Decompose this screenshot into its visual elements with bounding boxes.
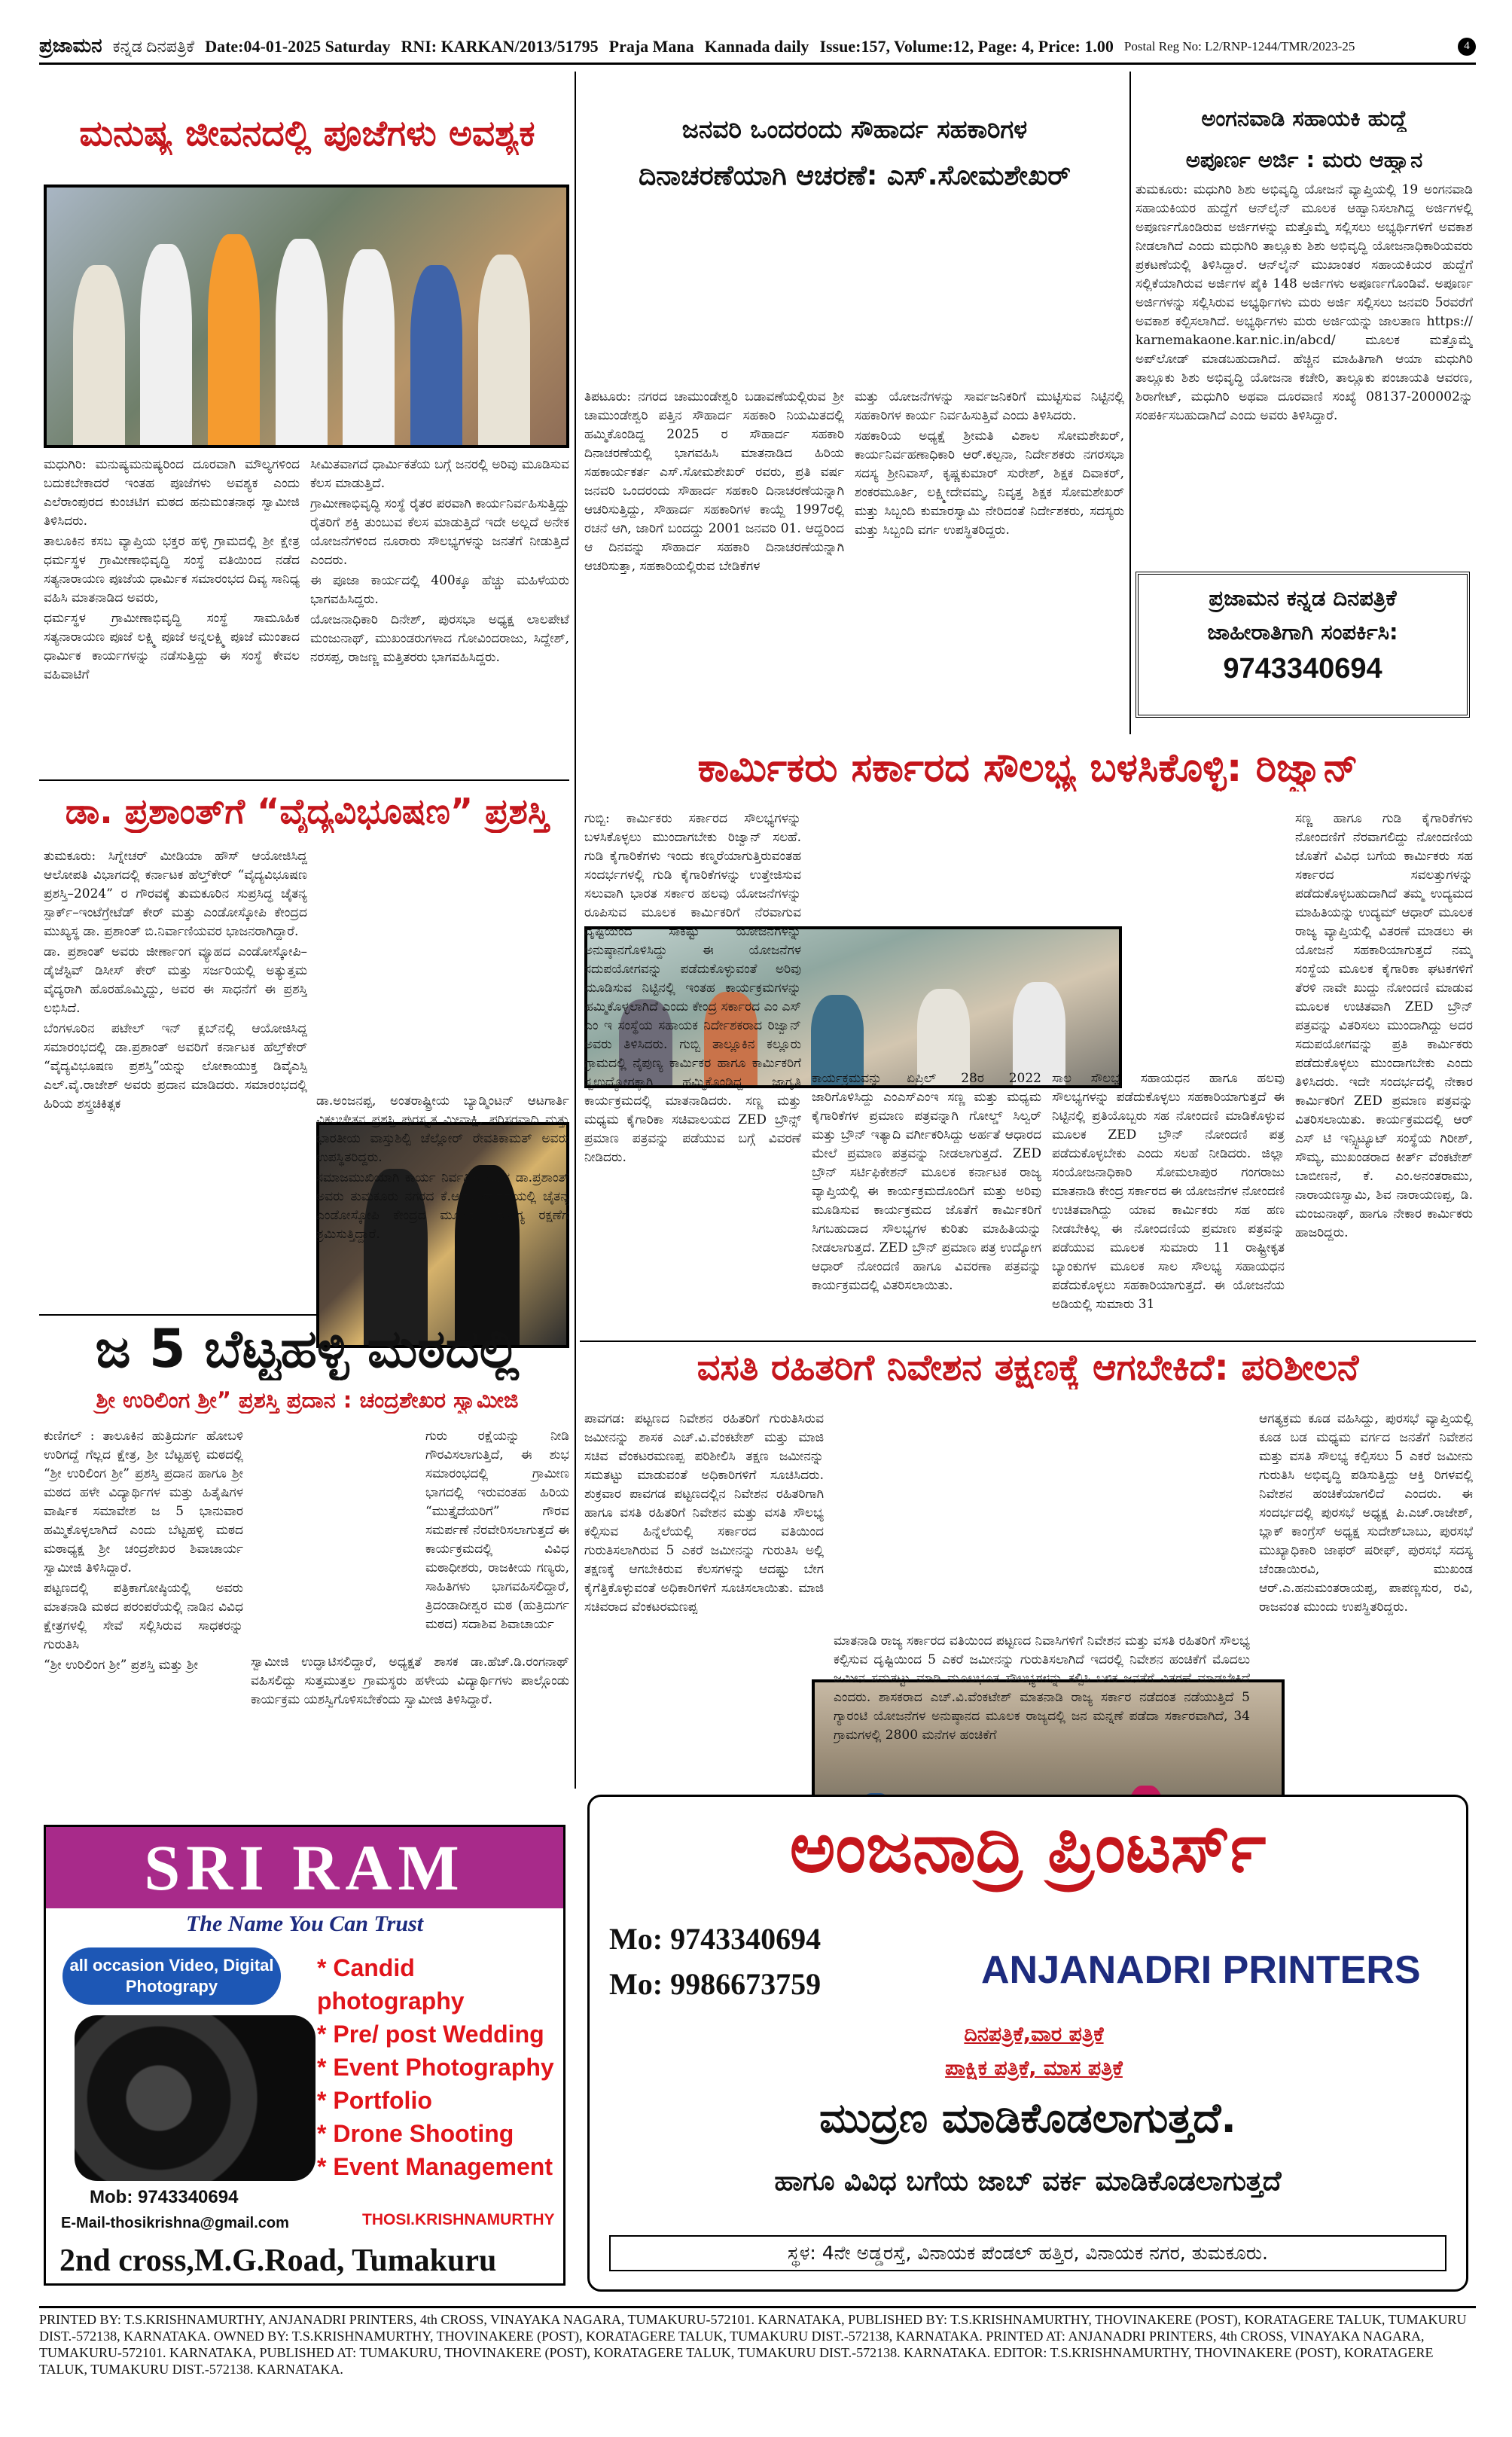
- headline-article-2: ಡಾ. ಪ್ರಶಾಂತ್‌ಗೆ “ವೈದ್ಯವಿಭೂಷಣ” ಪ್ರಶಸ್ತಿ: [65, 791, 550, 831]
- advertising-contact-box: [1136, 572, 1470, 718]
- paragraph: ಮತ್ತು ಯೋಜನೆಗಳನ್ನು ಸಾರ್ವಜನಿಕರಿಗೆ ಮುಟ್ಟಿಸುವ ನಿಟ್ಟಿನಲ್ಲಿ ಸಹಕಾರಿಗಳ ಕಾರ್ಯ ನಿರ್ವಹಿಸುತ್ತಿವೆ ಎಂದು ತಿಳಿಸಿದರು.: [855, 389, 1124, 423]
- masthead-subtitle: ಕನ್ನಡ ದಿನಪತ್ರಿಕೆ: [112, 36, 195, 56]
- anjanadri-line-2: ಪಾಕ್ಷಿಕ ಪತ್ರಿಕೆ, ಮಾಸ ಪತ್ರಿಕೆ: [945, 2057, 1123, 2080]
- paragraph: ಆಗತ್ಯಕ್ರಮ ಕೂಡ ವಹಿಸಿದ್ದು, ಪುರಸಭೆ ವ್ಯಾಪ್ತಿಯಲ್ಲಿ ಕೂಡ ಬಡ ಮಧ್ಯಮ ವರ್ಗದ ಜನತೆಗೆ ನಿವೇಶನ ಮತ್ತು ವಸತಿ ಸೌಲಭ್ಯ ಕಲ್ಪಿಸಲು 5 ಎಕರೆ ಜಮೀನು ಗುರುತಿಸಿ ಅಭಿವೃದ್ಧಿ ಪಡಿಸುತ್ತಿದ್ದು ಆಕ್ತಿ ರಿಗಳವಲ್ಲಿ ನಿವೇಶನ ಹಂಚಿಕೆಯಾಗಲಿದೆ ಎಂದರು. ಈ ಸಂದರ್ಭದಲ್ಲಿ ಪುರಸಭೆ ಅಧ್ಯಕ್ಷ ಪಿ.ಎಚ್.ರಾಜೇಶ್, ಬ್ಲಾಕ್ ಕಾಂಗ್ರೆಸ್ ಅಧ್ಯಕ್ಷ ಸುದೇಶ್‌ಬಾಬು, ಪುರಸಭೆ ಮುಖ್ಯಾಧಿಕಾರಿ ಜಾಫರ್ ಷರೀಫ್, ಪುರಸಭೆ ಸದಸ್ಯ ಚೆಂಡಾಯಿರವಿ, ಮುಖಂಡ ಆರ್.ಎ.ಹನುಮಂತರಾಯಪ್ಪ, ಪಾಪಣ್ಣಸುರ, ರವಿ, ರಾಜವಂತ ಮುಂದು ಉಪಸ್ಥಿತರಿದ್ದರು.: [1259, 1411, 1473, 1615]
- article-7-column-1: [584, 1410, 824, 1777]
- paragraph: ಮಧುಗಿರಿ: ಮನುಷ್ಯಮನುಷ್ಯರಿಂದ ದೂರವಾಗಿ ಮೌಲ್ಯಗಳಿಂದ ಬದುಕಬೇಕಾದರೆ ಇಂತಹ ಪೂಜೆಗಳು ಅವಶ್ಯಕ ಎಂದು ಎಲೆರಾಂಪುರದ ಕುಂಚಟಿಗ ಮಠದ ಹನುಮಂತನಾಥ ಸ್ವಾಮೀಜಿ ತಿಳಿಸಿದರು.: [44, 457, 300, 529]
- paragraph: ಸಾಲ ಸೌಲಭ್ಯ ಸಹಾಯಧನ ಹಾಗೂ ಹಲವು ಸೌಲಭ್ಯಗಳನ್ನು ಪಡೆದುಕೊಳ್ಳಲು ಸಹಕಾರಿಯಾಗುತ್ತದೆ ಈ ನಿಟ್ಟಿನಲ್ಲಿ ಪ್ರತಿಯೊಬ್ಬರು ಸಹ ನೋಂದಣಿ ಮಾಡಿಕೊಳ್ಳುವ ಮೂಲಕ ZED ಬ್ರೌನ್ ನೋಂದಣಿ ಪತ್ರ ಪಡೆದುಕೊಳ್ಳಬೇಕು ಎಂದು ಸಲಹೆ ನೀಡಿದರು. ಜಿಲ್ಲಾ ಸಂಯೋಜನಾಧಿಕಾರಿ ಸೋಮಲಾಪುರ ಗಂಗರಾಜು ಮಾತನಾಡಿ ಕೇಂದ್ರ ಸರ್ಕಾರದ ಈ ಯೋಜನೆಗಳ ನೋಂದಣಿ ಉಚಿತವಾಗಿದ್ದು ಯಾವ ಕಾರ್ಮಿಕರು ಸಹ ಹಣ ನೀಡಬೇಕಿಲ್ಲ ಈ ನೋಂದಣಿಯ ಪ್ರಮಾಣ ಪತ್ರವನ್ನು ಪಡೆಯುವ ಮೂಲಕ ಸುಮಾರು 11 ರಾಷ್ಟ್ರೀಕೃತ ಬ್ಯಾಂಕುಗಳ ಮೂಲಕ ಸಾಲ ಸೌಲಭ್ಯ ಸಹಾಯಧನ ಪಡೆದುಕೊಳ್ಳಲು ಸಹಕಾರಿಯಾಗುತ್ತದೆ. ಈ ಯೋಜನೆಯ ಅಡಿಯಲ್ಲಿ ಸುಮಾರು 31: [1052, 1071, 1285, 1312]
- paragraph: ಡಾ.ಅಂಜನಪ್ಪ, ಅಂತರಾಷ್ಟ್ರೀಯ ಬ್ಯಾಡ್ಮಿಂಟನ್ ಆಟಗಾರ್ತಿ ವಿಕಲಚೇತನ ಪ್ರಶಸ್ತಿ ಪುರಸ್ಕೃತ ಮೀನಾಕ್ಷಿ, ಪರಿಸರವಾದಿ ಮತ್ತು ಭಾರತೀಯ ವಾಸ್ತುಶಿಲ್ಪಿ ಚೆಲ್ಲೋರ್ ರೇವತಿಕಾಮತ್ ಅವರು ಉಪಸ್ಥಿತರಿದ್ದರು.: [316, 1093, 569, 1165]
- paragraph: “ಶ್ರೀ ಉರಿಲಿಂಗ ಶ್ರೀ” ಪ್ರಶಸ್ತಿ ಮತ್ತು ಶ್ರೀ: [44, 1658, 199, 1673]
- sri-ram-title: SRI RAM: [46, 1827, 563, 1908]
- article-1-column-2: [310, 456, 569, 776]
- service-item: * Event Photography: [317, 2054, 554, 2081]
- paragraph: ಪಟ್ಟಣದಲ್ಲಿ ಪತ್ರಿಕಾಗೋಷ್ಠಿಯಲ್ಲಿ ಅವರು ಮಾತನಾಡಿ ಮಠದ ಪರಂಪರೆಯಲ್ಲಿ ನಾಡಿನ ವಿವಿಧ ಕ್ಷೇತ್ರಗಳಲ್ಲಿ ಸೇವೆ ಸಲ್ಲಿಸಿರುವ ಸಾಧಕರನ್ನು ಗುರುತಿಸಿ: [44, 1581, 243, 1652]
- headline-article-3: ಜ 5 ಬೆಟ್ಟಹಳ್ಳಿ ಮಠದಲ್ಲಿ: [95, 1318, 520, 1380]
- article-6-column-2: [812, 1069, 1041, 1333]
- article-2-column-2: [316, 1092, 569, 1307]
- imprint-footer: PRINTED BY: T.S.KRISHNAMURTHY, ANJANADRI PRINTERS, 4th CROSS, VINAYAKA NAGARA, TUMAKURU-572101. KARNATAKA, PUBLISHED BY: T.S.KRISHNAMURTHY, THOVINAKERE (POST), KORATAGERE TALUK, TUMAKURU DIST.-572138, KARNATAKA. OWNED BY: T.S.KRISHNAMURTHY, THOVINAKERE (POST), KORATAGERE TALUK, TUMAKURU DIST.-572138, KARNATAKA. PRINTED AT: ANJANADRI PRINTERS, 4th CROSS, VINAYAKA NAGARA, TUMAKURU-572101. KARNATAKA, PUBLISHED AT: TUMAKURU, THOVINAKERE (POST), KORATAGERE TALUK, TUMAKURU DIST.-572138. KARNATAKA. EDITOR: T.S.KRISHNAMURTHY, THOVINAKERE (POST), KORATAGERE TALUK, TUMAKURU DIST.-572138. KARNATAKA.: [39, 2306, 1476, 2378]
- article-6-column-4: [1295, 810, 1473, 1383]
- anjanadri-line-3: ಮುದ್ರಣ ಮಾಡಿಕೊಡಲಾಗುತ್ತದೆ.: [819, 2094, 1236, 2142]
- masthead-name: Praja Mana: [608, 36, 694, 56]
- contact-title: ಪ್ರಜಾಮನ ಕನ್ನಡ ದಿನಪತ್ರಿಕೆ: [1209, 585, 1397, 611]
- paragraph: ತುಮಕೂರು: ಮಧುಗಿರಿ ಶಿಶು ಅಭಿವೃದ್ಧಿ ಯೋಜನೆ ವ್ಯಾಪ್ತಿಯಲ್ಲಿ 19 ಅಂಗನವಾಡಿ ಸಹಾಯಕಿಯರ ಹುದ್ದೆಗೆ ಆನ್‌ಲೈನ್ ಮೂಲಕ ಆಹ್ವಾನಿಸಲಾಗಿದ್ದ ಅರ್ಜಿಗಳಲ್ಲಿ ಅಪೂರ್ಣಗೊಂಡಿರುವ ಅರ್ಜಿಗಳನ್ನು ಮತ್ತೊಮ್ಮೆ ಸಲ್ಲಿಸಲು ಅಭ್ಯರ್ಥಿಗಳಿಗೆ ಅವಕಾಶ ನೀಡಲಾಗಿದೆ ಎಂದು ಮಧುಗಿರಿ ತಾಲ್ಲೂಕು ಶಿಶು ಅಭಿವೃದ್ಧಿ ಯೋಜನಾಧಿಕಾರಿಯವರು ಪ್ರಕಟಣೆಯಲ್ಲಿ ತಿಳಿಸಿದ್ದಾರೆ. ಆನ್‌ಲೈನ್ ಮುಖಾಂತರ ಸಹಾಯಕಿಯರ ಹುದ್ದೆಗೆ ಸಲ್ಲಿಕೆಯಾಗಿರುವ ಅರ್ಜಿಗಳ ಪೈಕಿ 148 ಅರ್ಜಿಗಳು ಅಪೂರ್ಣಗೊಂಡಿವೆ. ಅಪೂರ್ಣ ಅರ್ಜಿಗಳನ್ನು ಸಲ್ಲಿಸಿರುವ ಅಭ್ಯರ್ಥಿಗಳು ಮರು ಅರ್ಜಿ ಸಲ್ಲಿಸಲು ಜನವರಿ 5ರವರೆಗೆ ಅವಕಾಶ ಕಲ್ಪಿಸಲಾಗಿದೆ. ಅಭ್ಯರ್ಥಿಗಳು ಮರು ಅರ್ಜಿಯನ್ನು ಜಾಲತಾಣ https:// karnemakaone.kar.nic.in/abcd/ ಮೂಲಕ ಮತ್ತೊಮ್ಮೆ ಅಪ್‌ಲೋಡ್ ಮಾಡಬಹುದಾಗಿದೆ. ಹೆಚ್ಚಿನ ಮಾಹಿತಿಗಾಗಿ ಆಯಾ ಮಧುಗಿರಿ ತಾಲ್ಲೂಕು ಶಿಶು ಅಭಿವೃದ್ಧಿ ಯೋಜನಾ ಕಚೇರಿ, ತಾಲ್ಲೂಕು ಪಂಚಾಯತಿ ಆವರಣ, ಶಿರಾಗೇಟ್, ಮಧುಗಿರಿ ಅಥವಾ ದೂರವಾಣಿ ಸಂಖ್ಯೆ 08137-200002ನ್ನು ಸಂಪರ್ಕಿಸಬಹುದಾಗಿದೆ ಎಂದು ಅವರು ತಿಳಿಸಿದ್ದಾರೆ.: [1136, 182, 1473, 423]
- paragraph: ಸ್ವಾಮೀಜಿ ಉದ್ಘಾಟಿಸಲಿದ್ದಾರೆ, ಅಧ್ಯಕ್ಷತೆ ಶಾಸಕ ಡಾ.ಹೆಚ್.ಡಿ.ರಂಗನಾಥ್ ವಹಿಸಲಿದ್ದು ಸುತ್ತಮುತ್ತಲ ಗ್ರಾಮಸ್ಥರು ಹಳೇಯ ವಿದ್ಯಾರ್ಥಿಗಳು ಪಾಲ್ಗೊಂಡು ಕಾರ್ಯಕ್ರಮ ಯಶಸ್ವಿಗೊಳಿಸಬೇಕೆಂದು ಸ್ವಾಮೀಜಿ ತಿಳಿಸಿದ್ದಾರೆ.: [251, 1655, 569, 1707]
- service-item: * Candid photography: [317, 1954, 465, 2015]
- article-6-column-1: [584, 810, 801, 1333]
- article-3-column-3: [251, 1653, 569, 1785]
- masthead-name-2: Kannada daily: [704, 36, 809, 56]
- masthead-date: Date:04-01-2025 Saturday: [205, 36, 391, 56]
- column-divider: [1129, 72, 1131, 734]
- headline-article-7: ವಸತಿ ರಹಿತರಿಗೆ ನಿವೇಶನ ತಕ್ಷಣಕ್ಕೆ ಆಗಬೇಕಿದೆ: ಪರಿಶೀಲನೆ: [697, 1347, 1359, 1389]
- paragraph: ಪಾವಗಡ: ಪಟ್ಟಣದ ನಿವೇಶನ ರಹಿತರಿಗೆ ಗುರುತಿಸಿರುವ ಜಮೀನನ್ನು ಶಾಸಕ ಎಚ್.ವಿ.ವೆಂಕಟೇಶ್ ಮತ್ತು ಮಾಜಿ ಸಚಿವ ವೆಂಕಟರಮಣಪ್ಪ ಪರಿಶೀಲಿಸಿ ತಕ್ಷಣ ಜಮೀನನ್ನು ಸಮತಟ್ಟು ಮಾಡುವಂತೆ ಅಧಿಕಾರಿಗಳಿಗೆ ಸೂಚಿಸಿದರು. ಶುಕ್ರವಾರ ಪಾವಗಡ ಪಟ್ಟಣದಲ್ಲಿನ ನಿವೇಶನ ರಹಿತರಿಗಾಗಿ ಹಾಗೂ ವಸತಿ ರಹಿತರಿಗೆ ನಿವೇಶನ ಮತ್ತು ವಸತಿ ಸೌಲಭ್ಯ ಕಲ್ಪಿಸುವ ಹಿನ್ನೆಲೆಯಲ್ಲಿ ಸರ್ಕಾರದ ವತಿಯಿಂದ ಗುರುತಿಸಲಾಗಿರುವ 5 ಎಕರೆ ಜಮೀನನ್ನು ಗುರುತಿಸಿ ಅಲ್ಲಿ ತಕ್ಷಣಕ್ಕೆ ಆಗಬೇಕಿರುವ ಕೆಲಸಗಳನ್ನು ಆದಷ್ಟು ಬೇಗ ಕೈಗೆತ್ತಿಕೊಳ್ಳುವಂತೆ ಅಧಿಕಾರಿಗಳಿಗೆ ಸೂಚಿಸಲಾಯಿತು. ಮಾಜಿ ಸಚಿವರಾದ ವೆಂಕಟರಮಣಪ್ಪ: [584, 1411, 824, 1615]
- sri-ram-services-list: [317, 1951, 563, 2183]
- sri-ram-email: E-Mail-thosikrishna@gmail.com: [61, 2215, 289, 2231]
- column-divider: [575, 72, 576, 1789]
- headline-article-5-line-1: ಅಂಗನವಾಡಿ ಸಹಾಯಕಿ ಹುದ್ದೆ: [1201, 105, 1407, 131]
- paragraph: ಗುರು ರಕ್ಷೆಯನ್ನು ನೀಡಿ ಗೌರವಿಸಲಾಗುತ್ತಿದೆ, ಈ ಶುಭ ಸಮಾರಂಭದಲ್ಲಿ ಗ್ರಾಮೀಣ ಭಾಗದಲ್ಲಿ ಇರುವಂತಹ ಹಿರಿಯ “ಮುತ್ತೈದೆಯರಿಗೆ” ಗೌರವ ಸಮರ್ಪಣೆ ನೆರವೇರಿಸಲಾಗುತ್ತದೆ ಈ ಕಾರ್ಯಕ್ರಮದಲ್ಲಿ ವಿವಿಧ ಮಠಾಧೀಶರು, ರಾಜಕೀಯ ಗಣ್ಯರು, ಸಾಹಿತಿಗಳು ಭಾಗವಹಿಸಲಿದ್ದಾರೆ, ತ್ರಿದಂಡಾದೀಶ್ವರ ಮಠ (ಹುತ್ರಿದುರ್ಗ ಮಠದ) ಸದಾಶಿವ ಶಿವಾಚಾರ್ಯ: [425, 1429, 569, 1632]
- paragraph: ಧರ್ಮಸ್ಥಳ ಗ್ರಾಮೀಣಾಭಿವೃದ್ಧಿ ಸಂಸ್ಥೆ ಸಾಮೂಹಿಕ ಸತ್ಯನಾರಾಯಣ ಪೂಜೆ ಲಕ್ಷ್ಮಿ ಪೂಜೆ ಅನ್ನಲಕ್ಷ್ಮಿ ಪೂಜೆ ಮುಂತಾದ ಧಾರ್ಮಿಕ ಕಾರ್ಯಗಳನ್ನು ನಡೆಸುತ್ತಿದ್ದು ಈ ಸಂಸ್ಥೆ ಕೇವಲ ವಹಿವಾಟಿಗೆ: [44, 611, 300, 682]
- anjanadri-address: ಸ್ಥಳ: 4ನೇ ಅಡ್ಡರಸ್ತೆ, ವಿನಾಯಕ ಪೆಂಡಲ್ ಹತ್ತಿರ, ವಿನಾಯಕ ನಗರ, ತುಮಕೂರು.: [609, 2235, 1446, 2271]
- article-1-column-1: [44, 456, 300, 776]
- anjanadri-english-name: ANJANADRI PRINTERS: [981, 1948, 1421, 1992]
- subheadline-article-3: ಶ್ರೀ ಉರಿಲಿಂಗ ಶ್ರೀ” ಪ್ರಶಸ್ತಿ ಪ್ರದಾನ : ಚಂದ್ರಶೇಖರ ಸ್ವಾಮೀಜಿ: [96, 1387, 519, 1413]
- anjanadri-mobile-2: Mo: 9986673759: [609, 1967, 822, 2001]
- masthead-rni: RNI: KARKAN/2013/51795: [401, 36, 599, 56]
- paragraph: ಸೀಮಿತವಾಗದೆ ಧಾರ್ಮಿಕತೆಯ ಬಗ್ಗೆ ಜನರಲ್ಲಿ ಅರಿವು ಮೂಡಿಸುವ ಕೆಲಸ ಮಾಡುತ್ತಿದೆ.: [310, 457, 569, 491]
- service-item: * Event Management: [317, 2153, 553, 2180]
- contact-subtitle: ಜಾಹೀರಾತಿಗಾಗಿ ಸಂಪರ್ಕಿಸಿ:: [1207, 619, 1398, 645]
- article-7-column-2: [834, 1632, 1250, 1777]
- service-item: * Portfolio: [317, 2087, 432, 2114]
- paragraph: ಡಾ. ಪ್ರಶಾಂತ್ ಅವರು ಜೀರ್ಣಾಂಗ ವ್ಯೂಹದ ಎಂಡೋಸ್ಕೋಪಿ–ಡೈಜೆಸ್ಟಿವ್ ಡಿಸೀಸ್ ಕೇರ್ ಮತ್ತು ಸರ್ಜರಿಯಲ್ಲಿ ಅತ್ಯುತ್ತಮ ವೈದ್ಯರಾಗಿ ಹೊರಹೊಮ್ಮಿದ್ದು, ಅವರ ಈ ಸಾಧನೆಗೆ ಈ ಪ್ರಶಸ್ತಿ ಲಭಿಸಿದೆ.: [44, 944, 307, 1016]
- article-4-column-1: [584, 388, 844, 730]
- anjanadri-mobile-1: Mo: 9743340694: [609, 1922, 822, 1956]
- paragraph: ಕಾರ್ಯಕ್ರಮವನ್ನು ಏಪ್ರಿಲ್ 28ರ 2022 ಜಾರಿಗೊಳಿಸಿದ್ದು ಎಂಎಸ್ಎಂಇ ಸಣ್ಣ ಮತ್ತು ಮಧ್ಯಮ ಕೈಗಾರಿಕೆಗಳ ಪ್ರಮಾಣ ಪತ್ರವನ್ನಾಗಿ ಗೋಲ್ಡ್ ಸಿಲ್ವರ್ ಮತ್ತು ಬ್ರೌನ್ ಇತ್ಯಾದಿ ವರ್ಗೀಕರಿಸಿದ್ದು ಅರ್ಹತೆ ಆಧಾರದ ಮೇಲೆ ಪ್ರಮಾಣ ಪತ್ರವನ್ನು ನೀಡಲಾಗುತ್ತದೆ. ZED ಬ್ರೌನ್ ಸರ್ಟಿಫಿಕೇಶನ್ ಮೂಲಕ ಕರ್ನಾಟಕ ರಾಜ್ಯ ವ್ಯಾಪ್ತಿಯಲ್ಲಿ ಈ ಕಾರ್ಯಕ್ರಮದೊಂದಿಗೆ ಮತ್ತು ಅರಿವು ಮೂಡಿಸುವ ಕಾರ್ಯಕ್ರಮದ ಜೊತೆಗೆ ಕಾರ್ಮಿಕರಿಗೆ ಸಿಗಬಹುದಾದ ಸೌಲಭ್ಯಗಳ ಕುರಿತು ಮಾಹಿತಿಯನ್ನು ನೀಡಲಾಗುತ್ತದೆ. ZED ಬ್ರೌನ್ ಪ್ರಮಾಣ ಪತ್ರ ಉದ್ಯೋಗ ಆಧಾರ್ ನೋಂದಣಿ ಹಾಗೂ ವಿವರಣಾ ಪತ್ರವನ್ನು ಕಾರ್ಯಕ್ರಮದಲ್ಲಿ ವಿತರಿಸಲಾಯಿತು.: [812, 1071, 1041, 1293]
- sri-ram-badge: all occasion Video, Digital Photograpy: [62, 1947, 281, 2005]
- paragraph: ಸಮಾಜಮುಖಿಯಾಗಿ ಕಾರ್ಯ ನಿರ್ವಹಿಸುತ್ತಿರುವ ಡಾ.ಪ್ರಶಾಂತ್ ಅವರು ತುಮಕೂರು ನಗರದ ಕೆ.ಆರ್.ಬಡಾವಣೆಯಲ್ಲಿ ಚೈತನ್ಯ ಎಂಡೋಸ್ಕೋಪಿ ಕೇಂದ್ರದ ಮೂಲಕ ಆರೋಗ್ಯ ರಕ್ಷಣೆಗೆ ಶ್ರಮಿಸುತ್ತಿದ್ದಾರೆ.: [316, 1170, 569, 1242]
- masthead-postal: Postal Reg No: L2/RNP-1244/TMR/2023-25: [1123, 38, 1355, 53]
- paragraph: ಬೆಂಗಳೂರಿನ ಪಟೇಲ್ ಇನ್ ಕ್ಲಬ್‌ನಲ್ಲಿ ಆಯೋಜಿಸಿದ್ದ ಸಮಾರಂಭದಲ್ಲಿ ಡಾ.ಪ್ರಶಾಂತ್ ಅವರಿಗೆ ಕರ್ನಾಟಕ ಹೆಲ್ತ್‌ಕೇರ್ “ವೈದ್ಯವಿಭೂಷಣ ಪ್ರಶಸ್ತಿ”ಯನ್ನು ಲೋಕಾಯುಕ್ತ ಡಿವೈಎಸ್ಪಿ ಎಲ್.ವೈ.ರಾಜೇಶ್ ಅವರು ಪ್ರದಾನ ಮಾಡಿದರು. ಸಮಾರಂಭದಲ್ಲಿ ಹಿರಿಯ ಶಸ್ತ್ರಚಿಕಿತ್ಸಕ: [44, 1021, 307, 1112]
- sri-ram-tagline: The Name You Can Trust: [185, 1911, 424, 1936]
- headline-article-5-line-2: ಅಪೂರ್ಣ ಅರ್ಜಿ : ಮರು ಆಹ್ವಾನ: [1185, 147, 1423, 172]
- service-item: * Drone Shooting: [317, 2120, 514, 2147]
- anjanadri-printers-advertisement: [587, 1795, 1468, 2292]
- anjanadri-line-1: ದಿನಪತ್ರಿಕೆ,ವಾರ ಪತ್ರಿಕೆ: [964, 2023, 1104, 2046]
- photo-puja-event: [44, 185, 569, 448]
- paragraph: ಈ ಪೂಜಾ ಕಾರ್ಯದಲ್ಲಿ 400ಕ್ಕೂ ಹೆಚ್ಚು ಮಹಿಳೆಯರು ಭಾಗವಹಿಸಿದ್ದರು.: [310, 573, 569, 607]
- article-5-body: [1136, 181, 1473, 565]
- headline-article-1: ಮನುಷ್ಯ ಜೀವನದಲ್ಲಿ ಪೂಜೆಗಳು ಅವಶ್ಯಕ: [79, 113, 535, 154]
- article-2-column-1: [44, 847, 307, 1307]
- article-3-column-2: [425, 1427, 569, 1646]
- sri-ram-brand: THOSI.KRISHNAMURTHY: [362, 2211, 555, 2228]
- masthead-logo: ಪ್ರಜಾಮನ: [39, 35, 102, 56]
- headline-article-6: ಕಾರ್ಮಿಕರು ಸರ್ಕಾರದ ಸೌಲಭ್ಯ ಬಳಸಿಕೊಳ್ಳಿ: ರಿಜ್ವಾನ್: [697, 746, 1358, 791]
- anjanadri-line-4: ಹಾಗೂ ವಿವಿಧ ಬಗೆಯ ಜಾಬ್ ವರ್ಕ ಮಾಡಿಕೊಡಲಾಗುತ್ತದೆ: [774, 2166, 1282, 2197]
- sri-ram-advertisement: [44, 1825, 565, 2286]
- paragraph: ತಾಲೂಕಿನ ಕಸಬ ವ್ಯಾಪ್ತಿಯ ಭಕ್ತರ ಹಳ್ಳಿ ಗ್ರಾಮದಲ್ಲಿ ಶ್ರೀ ಕ್ಷೇತ್ರ ಧರ್ಮಸ್ಥಳ ಗ್ರಾಮೀಣಾಭಿವೃದ್ಧಿ ಸಂಸ್ಥೆ ವತಿಯಿಂದ ನಡೆದ ಸತ್ಯನಾರಾಯಣ ಪೂಜೆಯ ಧಾರ್ಮಿಕ ಸಮಾರಂಭದ ದಿವ್ಯ ಸಾನಿಧ್ಯ ವಹಿಸಿ ಮಾತನಾಡಿದ ಅವರು,: [44, 534, 300, 605]
- sri-ram-mobile: Mob: 9743340694: [90, 2187, 239, 2207]
- service-item: * Pre/ post Wedding: [317, 2021, 544, 2048]
- article-7-column-3: [1259, 1410, 1473, 1777]
- paragraph: ಗುಬ್ಬಿ: ಕಾರ್ಮಿಕರು ಸರ್ಕಾರದ ಸೌಲಭ್ಯಗಳನ್ನು ಬಳಸಿಕೊಳ್ಳಲು ಮುಂದಾಗಬೇಕು ರಿಜ್ವಾನ್ ಸಲಹೆ. ಗುಡಿ ಕೈಗಾರಿಕೆಗಳು ಇಂದು ಕಣ್ಮರೆಯಾಗುತ್ತಿರುವಂತಹ ಸಂದರ್ಭಗಳಲ್ಲಿ ಗುಡಿ ಕೈಗಾರಿಕೆಗಳನ್ನು ಉತ್ತೇಜಿಸುವ ಸಲುವಾಗಿ ಭಾರತ ಸರ್ಕಾರ ಹಲವು ಯೋಜನೆಗಳನ್ನು ರೂಪಿಸುವ ಮೂಲಕ ಕಾರ್ಮಿಕರಿಗೆ ನೆರವಾಗುವ ದೃಷ್ಟಿಯಿಂದ ಸಾಕಷ್ಟು ಯೋಜನೆಗಳನ್ನು ಅನುಷ್ಠಾನಗೊಳಿಸಿದ್ದು ಈ ಯೋಜನೆಗಳ ಸದುಪಯೋಗವನ್ನು ಪಡೆದುಕೊಳ್ಳುವಂತೆ ಅರಿವು ಮೂಡಿಸುವ ನಿಟ್ಟಿನಲ್ಲಿ ಇಂತಹ ಕಾರ್ಯಕ್ರಮಗಳನ್ನು ಹಮ್ಮಿಕೊಳ್ಳಲಾಗಿದೆ ಎಂದು ಕೇಂದ್ರ ಸರ್ಕಾರದ ಎಂ ಎಸ್ ಎಂ ಇ ಸಂಸ್ಥೆಯ ಸಹಾಯಕ ನಿರ್ದೇಶಕರಾದ ರಿಜ್ವಾನ್ ಅವರು ತಿಳಿಸಿದರು. ಗುಬ್ಬಿ ತಾಲ್ಲೂಕಿನ ಕಲ್ಲೂರು ಗ್ರಾಮದಲ್ಲಿ ನೈಪುಣ್ಯ ಕಾರ್ಮಿಕರ ಹಾಗೂ ಕಾರ್ಮಿಕರಿಗೆ ಸ್ವಉದ್ಯೋಗಕ್ಕಾಗಿ ಹಮ್ಮಿಕೊಂಡಿದ್ದ ಜಾಗೃತಿ ಕಾರ್ಯಕ್ರಮದಲ್ಲಿ ಮಾತನಾಡಿದರು. ಸಣ್ಣ ಮತ್ತು ಮಧ್ಯಮ ಕೈಗಾರಿಕಾ ಸಚಿವಾಲಯದ ZED ಬ್ರೌನ್ಸ್ ಪ್ರಮಾಣ ಪತ್ರವನ್ನು ಪಡೆಯುವ ಬಗ್ಗೆ ವಿವರಣೆ ನೀಡಿದರು.: [584, 811, 801, 1165]
- contact-phone: 9743340694: [1223, 653, 1382, 685]
- section-divider: [39, 779, 569, 781]
- paragraph: ಮಾತನಾಡಿ ರಾಜ್ಯ ಸರ್ಕಾರದ ವತಿಯಿಂದ ಪಟ್ಟಣದ ನಿವಾಸಿಗಳಿಗೆ ನಿವೇಶನ ಮತ್ತು ವಸತಿ ರಹಿತರಿಗೆ ಸೌಲಭ್ಯ ಕಲ್ಪಿಸುವ ದೃಷ್ಟಿಯಿಂದ 5 ಎಕರೆ ಜಮೀನನ್ನು ಗುರುತಿಸಲಾಗಿದೆ ಇದರಲ್ಲಿ ನಿವೇಶನ ಹಂಚಿಕೆಗೆ ಮೊದಲು ಜಮೀನ ಸಮತಟ್ಟು ಮಾಡಿ ಮೂಲಭೂತ ಸೌಲಭ್ಯಗಳನ್ನು ಕಲ್ಪಿಸಿ ಬಳಿಕ ಜನತೆಗೆ ವಿತರಣೆ ಮಾಡಬೇಕಿದೆ ಎಂದರು. ಶಾಸಕರಾದ ಎಚ್.ವಿ.ವೆಂಕಟೇಶ್ ಮಾತನಾಡಿ ರಾಜ್ಯ ಸರ್ಕಾರ ನಡೆದಂತ ನಡೆಯುತ್ತಿದೆ 5 ಗ್ಯಾರಂಟಿ ಯೋಜನೆಗಳ ಅನುಷ್ಠಾನದ ಮೂಲಕ ರಾಜ್ಯದಲ್ಲಿ ಜನ ಮನ್ನಣೆ ಪಡೆದಾ ಸರ್ಕಾರವಾಗಿದೆ, 34 ಗ್ರಾಮಗಳಲ್ಲಿ 2800 ಮನೆಗಳ ಹಂಚಿಕೆಗೆ: [834, 1633, 1250, 1743]
- article-6-column-3: [1052, 1069, 1285, 1333]
- paragraph: ತುಮಕೂರು: ಸಿಗ್ನೇಚರ್ ಮೀಡಿಯಾ ಹೌಸ್ ಆಯೋಜಿಸಿದ್ದ ಆಲೋಪತಿ ವಿಭಾಗದಲ್ಲಿ ಕರ್ನಾಟಕ ಹೆಲ್ತ್‌ಕೇರ್ “ವೈದ್ಯವಿಭೂಷಣ ಪ್ರಶಸ್ತಿ–2024” ರ ಗೌರವಕ್ಕೆ ತುಮಕೂರಿನ ಸುಪ್ರಸಿದ್ಧ ಚೈತನ್ಯ ಸ್ಪಾರ್ಕ್–ಇಂಟೆಗ್ರೇಟೆಡ್ ಕೇರ್ ಮತ್ತು ಎಂಡೋಸ್ಕೋಪಿ ಕೇಂದ್ರದ ಮುಖ್ಯಸ್ಥ ಡಾ. ಪ್ರಶಾಂತ್ ಬಿ.ನಿರ್ವಾಣಿಯವರ ಭಾಜನರಾಗಿದ್ದಾರೆ.: [44, 849, 307, 939]
- paragraph: ಸಣ್ಣ ಹಾಗೂ ಗುಡಿ ಕೈಗಾರಿಕೆಗಳು ನೋಂದಣಿಗೆ ನೆರವಾಗಲಿದ್ದು ನೋಂದಣಿಯ ಜೊತೆಗೆ ವಿವಿಧ ಬಗೆಯ ಕಾರ್ಮಿಕರು ಸಹ ಸರ್ಕಾರದ ಸವಲತ್ತುಗಳನ್ನು ಪಡೆದುಕೊಳ್ಳಬಹುದಾಗಿದೆ ತಮ್ಮ ಉದ್ಯಮದ ಮಾಹಿತಿಯನ್ನು ಉದ್ಯಮ್ ಆಧಾರ್ ಮೂಲಕ ರಾಜ್ಯ ವ್ಯಾಪ್ತಿಯಲ್ಲಿ ವಿತರಣೆ ಮಾಡಲು ಈ ಯೋಜನೆ ಸಹಕಾರಿಯಾಗುತ್ತದೆ ನಮ್ಮ ಸಂಸ್ಥೆಯ ಮೂಲಕ ಕೈಗಾರಿಕಾ ಘಟಕಗಳಿಗೆ ತೆರಳಿ ನಾವೇ ಖುದ್ದು ನೋಂದಣಿ ಮಾಡುವ ಮೂಲಕ ಉಚಿತವಾಗಿ ZED ಬ್ರೌನ್ ಪತ್ರವನ್ನು ವಿತರಿಸಲು ಮುಂದಾಗಿದ್ದು ಅದರ ಸದುಪಯೋಗವನ್ನು ಪ್ರತಿ ಕಾರ್ಮಿಕರು ಪಡೆದುಕೊಳ್ಳಲು ಮುಂದಾಗಬೇಕು ಎಂದು ತಿಳಿಸಿದರು. ಇದೇ ಸಂದರ್ಭದಲ್ಲಿ ನೇಕಾರ ಕಾರ್ಮಿಕರಿಗೆ ZED ಪ್ರಮಾಣ ಪತ್ರವನ್ನು ವಿತರಿಸಲಾಯಿತು. ಕಾರ್ಯಕ್ರಮದಲ್ಲಿ ಆರ್ ಎಸ್ ಟಿ ಇನ್ಸ್ಟಿಟ್ಯೂಟ್ ಸಂಸ್ಥೆಯ ಗಿರೀಶ್, ಸೌಮ್ಯ, ಮುಖಂಡರಾದ ಕೀರ್ತ್ ವೆಂಕಟೇಶ್ ಬಾಬೀಣನೆ, ಕೆ. ಎಂ.ಅನಂತರಾಮು, ನಾರಾಯಣಸ್ವಾಮಿ, ಶಿವ ನಾರಾಯಣಪ್ಪ, ಡಿ. ಮಂಜುನಾಥ್, ಹಾಗೂ ನೇಕಾರ ಕಾರ್ಮಿಕರು ಹಾಜರಿದ್ದರು.: [1295, 811, 1473, 1240]
- sri-ram-address: 2nd cross,M.G.Road, Tumakuru: [59, 2243, 497, 2278]
- camera-lens-image: [75, 2015, 316, 2181]
- paragraph: ಯೋಜನಾಧಿಕಾರಿ ದಿನೇಶ್, ಪುರಸಭಾ ಅಧ್ಯಕ್ಷ ಲಾಲಪೇಟೆ ಮಂಜುನಾಥ್, ಮುಖಂಡರುಗಳಾದ ಗೋವಿಂದರಾಜು, ಸಿದ್ದೇಶ್, ನರಸಪ್ಪ, ರಾಜಣ್ಣ ಮತ್ತಿತರರು ಭಾಗವಹಿಸಿದ್ದರು.: [310, 612, 569, 665]
- masthead-issue: Issue:157, Volume:12, Page: 4, Price: 1.00: [819, 36, 1114, 56]
- masthead: [39, 30, 1476, 65]
- paragraph: ತಿಪಟೂರು: ನಗರದ ಚಾಮುಂಡೇಶ್ವರಿ ಬಡಾವಣೆಯಲ್ಲಿರುವ ಶ್ರೀ ಚಾಮುಂಡೇಶ್ವರಿ ಪತ್ತಿನ ಸೌಹಾರ್ದ ಸಹಕಾರಿ ನಿಯಮಿತದಲ್ಲಿ ಹಮ್ಮಿಕೊಂಡಿದ್ದ 2025 ರ ಸೌಹಾರ್ದ ಸಹಕಾರಿ ದಿನಾಚರಣೆಯಲ್ಲಿ ಭಾಗವಹಿಸಿ ಮಾತನಾಡಿದ ಹಿರಿಯ ಸಹಕಾರ್ಯಕರ್ತ ಎಸ್.ಸೋಮಶೇಖರ್ ರವರು, ಪ್ರತಿ ವರ್ಷ ಜನವರಿ ಒಂದರಂದು ಸೌಹಾರ್ದ ಸಹಕಾರಿ ದಿನಾಚರಣೆಯನ್ನಾಗಿ ಆಚರಿಸುತ್ತಿದ್ದು, ಸೌಹಾರ್ದ ಸಹಕಾರಿಗಳ ಕಾಯ್ದೆ 1997ರಲ್ಲಿ ರಚನೆ ಆಗಿ, ಜಾರಿಗೆ ಬಂದದ್ದು 2001 ಜನವರಿ 01. ಆದ್ದರಿಂದ ಆ ದಿನವನ್ನು ಸೌಹಾರ್ದ ಸಹಕಾರಿ ದಿನಾಚರಣೆಯನ್ನಾಗಿ ಆಚರಿಸುತ್ತಾ, ಸಹಕಾರಿಯಲ್ಲಿರುವ ಬೇಡಿಕೆಗಳ: [584, 389, 844, 574]
- headline-article-4-line-1: ಜನವರಿ ಒಂದರಂದು ಸೌಹಾರ್ದ ಸಹಕಾರಿಗಳ: [681, 114, 1028, 144]
- page-number-badge: 4: [1458, 38, 1476, 56]
- paragraph: ಕುಣಿಗಲ್ : ತಾಲೂಕಿನ ಹುತ್ರಿದುರ್ಗ ಹೋಬಳಿ ಉರಿಗದ್ದೆ ಗೆಲ್ಲದ ಕ್ಷೇತ್ರ, ಶ್ರೀ ಬೆಟ್ಟಹಳ್ಳಿ ಮಠದಲ್ಲಿ “ಶ್ರೀ ಉರಿಲಿಂಗ ಶ್ರೀ” ಪ್ರಶಸ್ತಿ ಪ್ರದಾನ ಹಾಗೂ ಶ್ರೀ ಮಠದ ಹಳೇ ವಿದ್ಯಾರ್ಥಿಗಳ ಮತ್ತು ಹಿತೈಷಿಗಳ ವಾರ್ಷಿಕ ಸಮಾವೇಶ ಜ 5 ಭಾನುವಾರ ಹಮ್ಮಿಕೊಳ್ಳಲಾಗಿದೆ ಎಂದು ಬೆಟ್ಟಹಳ್ಳಿ ಮಠದ ಮಠಾಧ್ಯಕ್ಷ ಶ್ರೀ ಚಂದ್ರಶೇಖರ ಶಿವಾಚಾರ್ಯ ಸ್ವಾಮೀಜಿ ತಿಳಿಸಿದ್ದಾರೆ.: [44, 1429, 243, 1575]
- paragraph: ಸಹಕಾರಿಯ ಅಧ್ಯಕ್ಷೆ ಶ್ರೀಮತಿ ವಿಶಾಲ ಸೋಮಶೇಖರ್, ಕಾರ್ಯನಿರ್ವಹಣಾಧಿಕಾರಿ ಆರ್.ಕಲ್ಪನಾ, ನಿರ್ದೇಶಕರು ನಗರಸಭಾ ಸದಸ್ಯ ಶ್ರೀನಿವಾಸ್, ಕೃಷ್ಣಕುಮಾರ್ ಸುರೇಶ್, ಶಿಕ್ಷಕ ದಿವಾಕರ್, ಶಂಕರಮೂರ್ತಿ, ಲಕ್ಷ್ಮೀದೇವಮ್ಮ, ನಿವೃತ್ತ ಶಿಕ್ಷಕ ಸೋಮಶೇಖರ್ ಮತ್ತು ಸಿಬ್ಬಂದಿ ಕುಮಾರಸ್ವಾಮಿ ನೇರಿದಂತೆ ನಿರ್ದೇಶಕರು, ಸದಸ್ಯರು ಮತ್ತು ಸಿಬ್ಬಂದಿ ವರ್ಗ ಉಪಸ್ಥಿತರಿದ್ದರು.: [855, 429, 1124, 538]
- headline-article-4-line-2: ದಿನಾಚರಣೆಯಾಗಿ ಆಚರಣೆ: ಎಸ್.ಸೋಮಶೇಖರ್: [639, 160, 1071, 191]
- article-4-column-2: [855, 388, 1124, 730]
- paragraph: ಗ್ರಾಮೀಣಾಭಿವೃದ್ಧಿ ಸಂಸ್ಥೆ ರೈತರ ಪರವಾಗಿ ಕಾರ್ಯನಿರ್ವಹಿಸುತ್ತಿದ್ದು ರೈತರಿಗೆ ಶಕ್ತಿ ತುಂಬುವ ಕೆಲಸ ಮಾಡುತ್ತಿದೆ ಇದೇ ಅಲ್ಲದೆ ಅನೇಕ ಯೋಜನೆಗಳಿಂದ ನೂರಾರು ಸೌಲಭ್ಯಗಳನ್ನು ಜನತೆಗೆ ನೀಡುತ್ತಿದೆ ಎಂದರು.: [310, 496, 569, 568]
- anjanadri-title: ಅಂಜನಾದ್ರಿ ಪ್ರಿಂಟರ್ಸ್: [789, 1807, 1267, 1888]
- article-3-column-1: [44, 1427, 243, 1785]
